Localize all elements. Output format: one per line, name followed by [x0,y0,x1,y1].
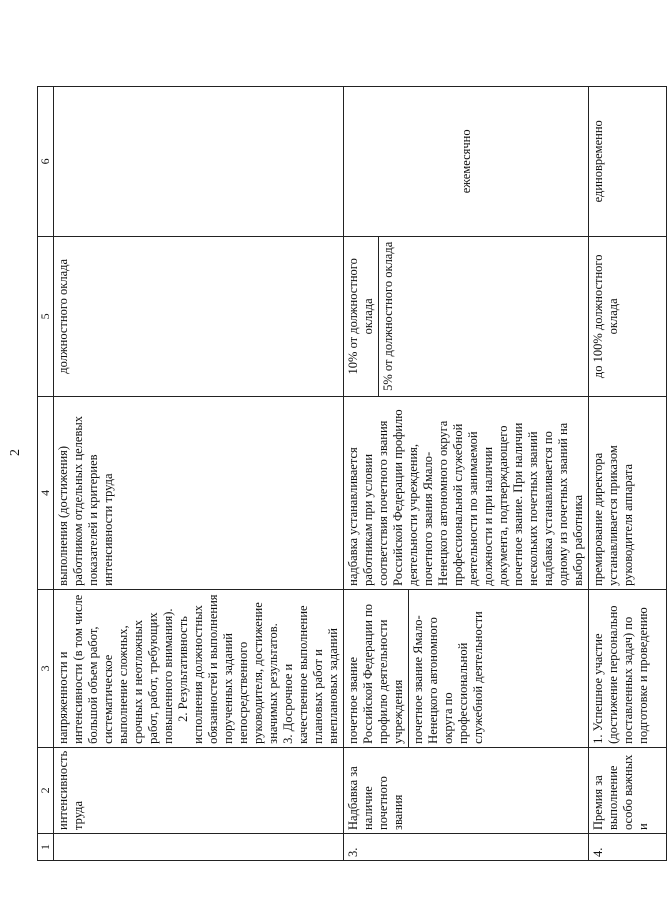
payment-name: интенсивность труда [54,747,344,833]
criteria-text: 2. Результативность исполнения должностных обязанностей и выполнения порученных заданий непосредственного руководителя, достижение значимых результатов. [176,594,280,744]
criteria-text: почетное звание Ямало-Ненецкого автономного округа по профессиональной служебной деятельности [408,590,488,747]
table-row [344,86,589,860]
row-number [54,834,344,861]
criteria-cell [344,589,589,747]
table-row [54,86,344,860]
amount-text: до 100% должностного оклада [589,236,667,396]
header-cell-1: 1 [38,834,54,861]
criteria-cell [54,589,344,747]
conditions-text: премирование директора устанавливается приказом руководителя аппарата [589,396,667,589]
header-cell-5: 5 [38,236,54,396]
amount-text: 5% от должностного оклада [378,237,398,396]
page-number: 2 [8,449,23,456]
header-cell-2: 2 [38,747,54,833]
frequency-text: ежемесячно [344,86,589,236]
payments-table [37,86,667,861]
criteria-text: 3. Досрочное и качественное выполнение плановых работ и внеплановых заданий [281,605,340,744]
amount-text: 10% от должностного оклада [346,258,375,375]
amount-text: должностного оклада [54,236,344,396]
criteria-text: почетное звание Российской Федерации по профилю деятельности учреждения [346,603,405,744]
header-row [38,86,54,860]
header-cell-3: 3 [38,589,54,747]
frequency-text [54,86,344,236]
frequency-text: единовременно [589,86,667,236]
row-number: 3. [344,834,589,861]
criteria-text: 1. Успешное участие (достижение персонально поставленных задач) по подготовке и проведению [589,589,667,747]
table-row [589,86,667,860]
header-cell-6: 6 [38,86,54,236]
conditions-text: надбавка устанавливается работникам при условии соответствия почетного звания Российской Федерации профилю деятельности учреждения, почетного звания Ямало-Ненецкого автономного округа профессиональной служебной деятельности по занимаемой должности и при наличии документа, подтверждающего почетное звание. При наличии нескольких почетных званий надбавка устанавливается по одному из почетных званий на выбор работника [344,396,589,589]
header-cell-4: 4 [38,396,54,589]
payment-name: Надбавка за наличие почетного звания [344,747,589,833]
conditions-text: выполнения (достижения) работником отдельных целевых показателей и критериев интенсивности труда [54,396,344,589]
payment-name: Премия за выполнение особо важных и [589,747,667,833]
amount-cell [344,236,589,396]
criteria-text: напряженности и интенсивности (в том числе большой объем работ, систематическое выполнение сложных, срочных и неотложных работ, работ, требующих повышенного внимания). [56,594,175,744]
row-number: 4. [589,834,667,861]
